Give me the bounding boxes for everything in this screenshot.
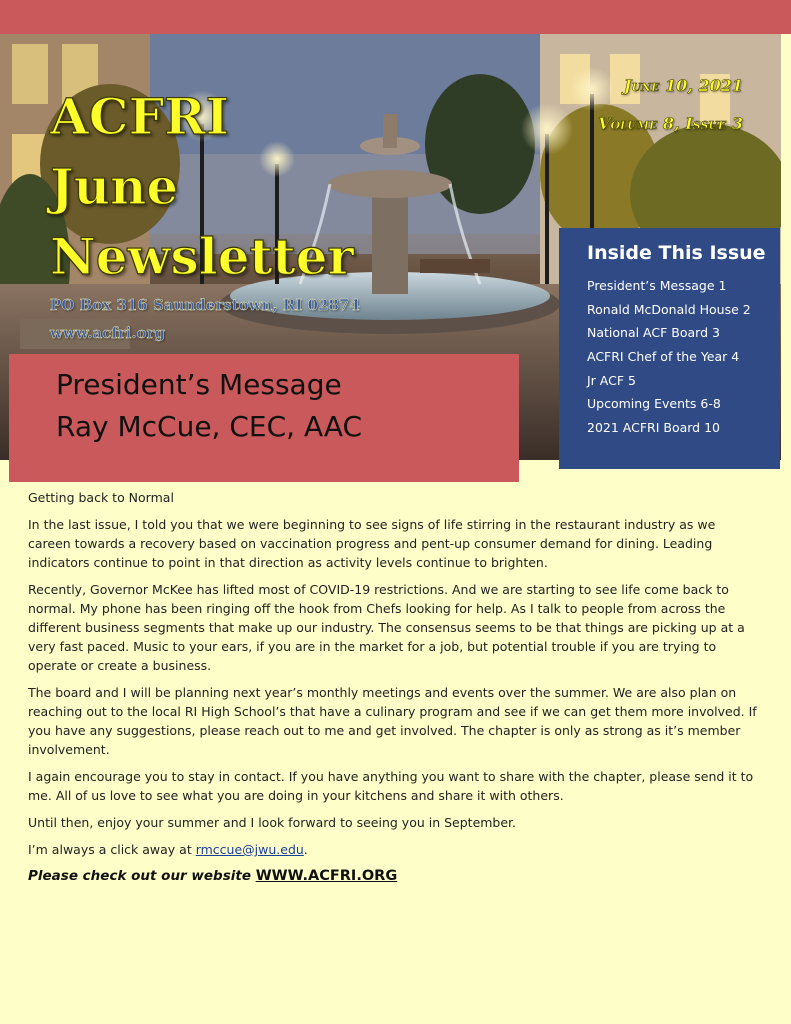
- volume-issue: Volume 8, Issue 3: [598, 114, 743, 133]
- toc-item: ACFRI Chef of the Year 4: [587, 349, 740, 365]
- section-title: President’s Message: [56, 368, 342, 401]
- title-line: June: [50, 157, 179, 216]
- author-name: Ray McCue, CEC, AAC: [56, 410, 363, 443]
- title-line: ACFRI: [50, 87, 230, 146]
- toc-item: Ronald McDonald House 2: [587, 301, 751, 317]
- article-paragraph: Recently, Governor McKee has lifted most of COVID-19 restrictions. And we are starting to see life come back to normal. My phone has been ringing off the hook from Chefs looking for help. As I talk to people from across the different business segments that make up our industry. The consensus seems to be that things are picking up at a very fast paced. Music to your ears, if you are in the market for a job, but potential trouble if you are trying to operate or create a business.: [28, 582, 745, 673]
- website-url[interactable]: www.acfri.org: [50, 324, 165, 342]
- toc-item: National ACF Board 3: [587, 325, 720, 341]
- newsletter-title: [50, 82, 354, 292]
- issue-date: June 10, 2021: [623, 76, 743, 95]
- presidents-message-banner: [9, 354, 519, 482]
- article-paragraph: I again encourage you to stay in contact. If you have anything you want to share with the chapter, please send it to me. All of us love to see what you are doing in your kitchens and share it with others.: [28, 769, 754, 803]
- article-paragraph: In the last issue, I told you that we were beginning to see signs of life stirring in the restaurant industry as we careen towards a recovery based on vaccination progress and pent-up consumer demand for dining. Leading indicators continue to point in that direction as activity levels continue to brighten.: [28, 517, 716, 570]
- article-heading: Getting back to Normal: [28, 490, 174, 505]
- article-paragraph: Until then, enjoy your summer and I look forward to seeing you in September.: [28, 815, 517, 830]
- article-body: [28, 488, 758, 894]
- top-banner-bar: [0, 0, 791, 34]
- title-line: Newsletter: [50, 227, 354, 286]
- email-link[interactable]: rmccue@jwu.edu: [195, 842, 304, 857]
- mailing-address: PO Box 316 Saunderstown, RI 02874: [50, 296, 360, 314]
- toc-item: Upcoming Events 6-8: [587, 396, 721, 412]
- toc-item: 2021 ACFRI Board 10: [587, 420, 720, 436]
- callout-text: Please check out our website: [28, 868, 256, 884]
- inside-this-issue-heading: Inside This Issue: [587, 242, 766, 264]
- website-link[interactable]: WWW.ACFRI.ORG: [255, 868, 398, 884]
- toc-item: Jr ACF 5: [587, 372, 636, 388]
- article-paragraph: The board and I will be planning next year’s monthly meetings and events over the summer. We are also plan on reaching out to the local RI High School’s that have a culinary program and see if we can get them more involved. If you have any suggestions, please reach out to me and get involved. The chapter is only as strong as it’s member involvement.: [28, 685, 757, 757]
- table-of-contents: [587, 274, 780, 440]
- contact-line: [28, 840, 758, 859]
- website-callout: [28, 867, 758, 886]
- contact-prefix: I’m always a click away at: [28, 842, 196, 857]
- contact-suffix: .: [303, 842, 308, 857]
- inside-this-issue-box: [559, 228, 780, 469]
- toc-item: President’s Message 1: [587, 278, 727, 293]
